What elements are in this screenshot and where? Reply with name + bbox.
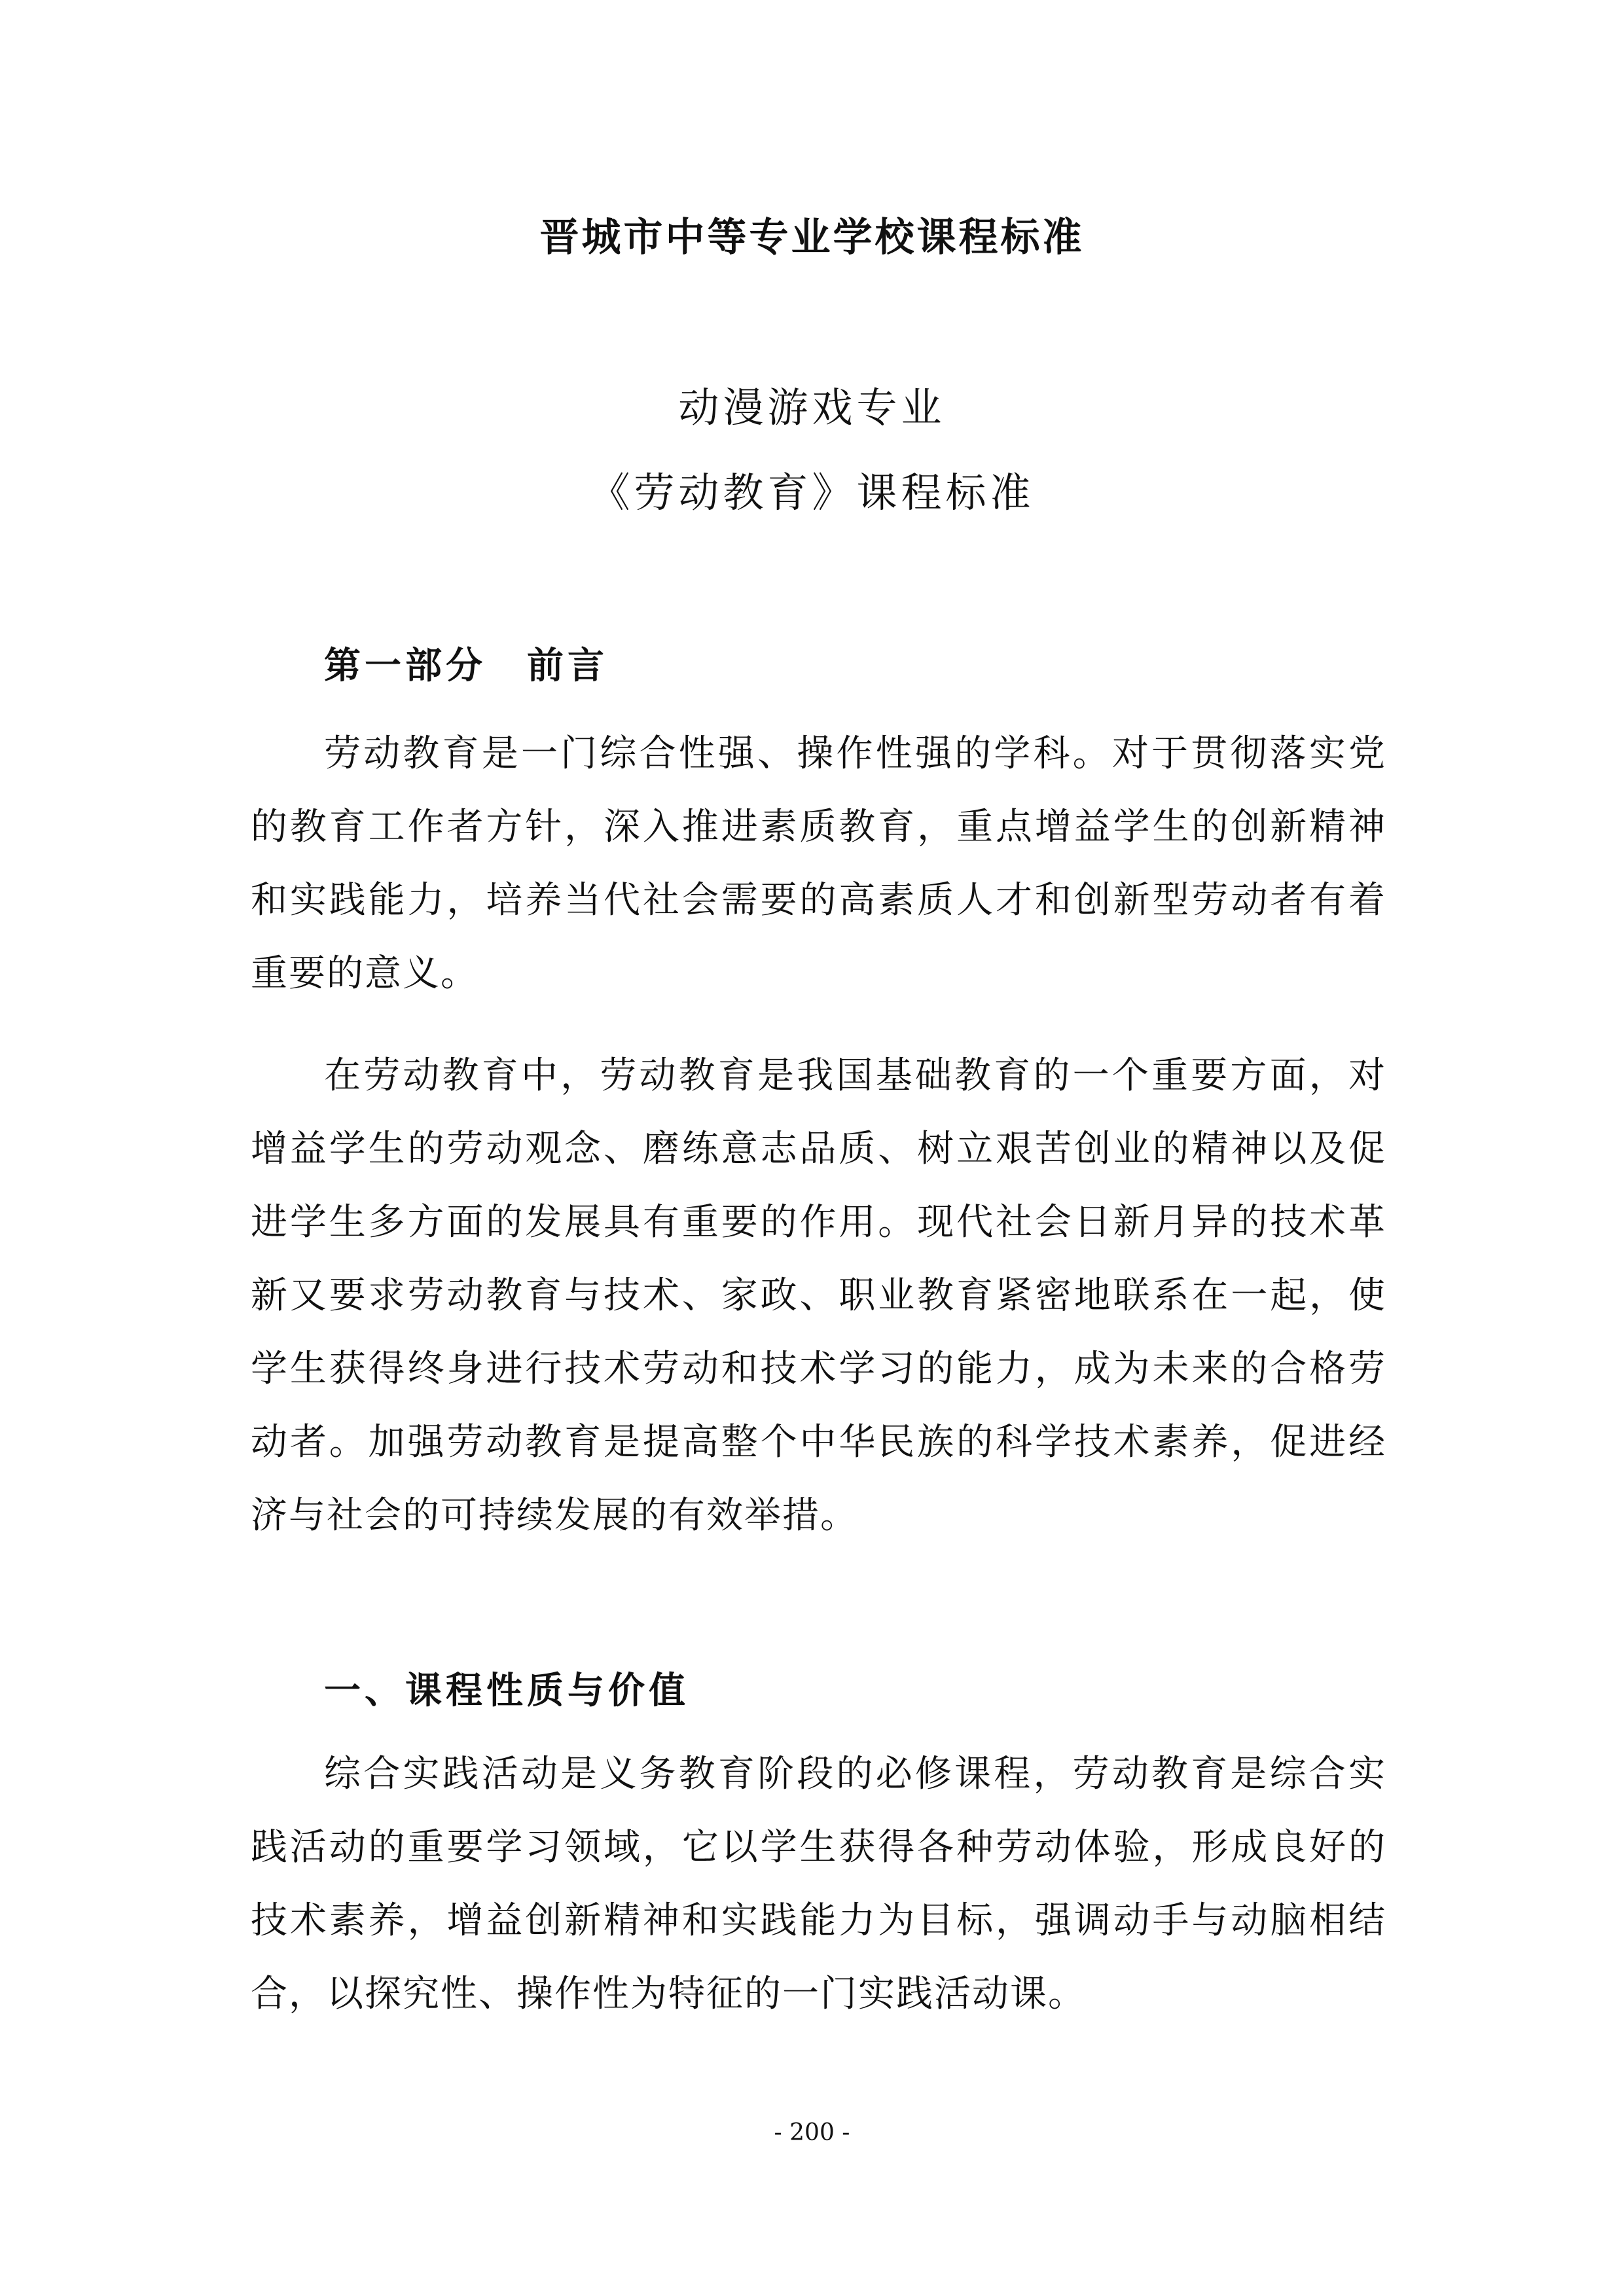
preface-paragraph-2: 在劳动教育中，劳动教育是我国基础教育的一个重要方面，对增益学生的劳动观念、磨练意志品质、树立艰苦创业的精神以及促进学生多方面的发展具有重要的作用。现代社会日新月异的技术革新又要求劳动教育与技术、家政、职业教育紧密地联系在一起，使学生获得终身进行技术劳动和技术学习的能力，成为未来的合格劳动者。加强劳动教育是提高整个中华民族的科学技术素养，促进经济与社会的可持续发展的有效举措。 xyxy=(251,1054,1386,1537)
course-subtitle: 《劳动教育》课程标准 xyxy=(589,469,1035,516)
document-title: 晋城市中等专业学校课程标准 xyxy=(539,215,1085,260)
preface-paragraph-1: 劳动教育是一门综合性强、操作性强的学科。对于贯彻落实党的教育工作者方针，深入推进素质教育，重点增益学生的创新精神和实践能力，培养当代社会需要的高素质人才和创新型劳动者有着重要的意义。 xyxy=(251,732,1386,995)
section-paragraph: 综合实践活动是义务教育阶段的必修课程，劳动教育是综合实践活动的重要学习领域，它以学生获得各种劳动体验，形成良好的技术素养，增益创新精神和实践能力为目标，强调动手与动脑相结合，以探究性、操作性为特征的一门实践活动课。 xyxy=(251,1753,1386,2015)
page-number: - 200 - xyxy=(774,2119,850,2146)
major-subtitle: 动漫游戏专业 xyxy=(678,384,946,431)
section-heading: 一、课程性质与价值 xyxy=(324,1669,689,1712)
part-heading: 第一部分 前言 xyxy=(324,644,608,687)
